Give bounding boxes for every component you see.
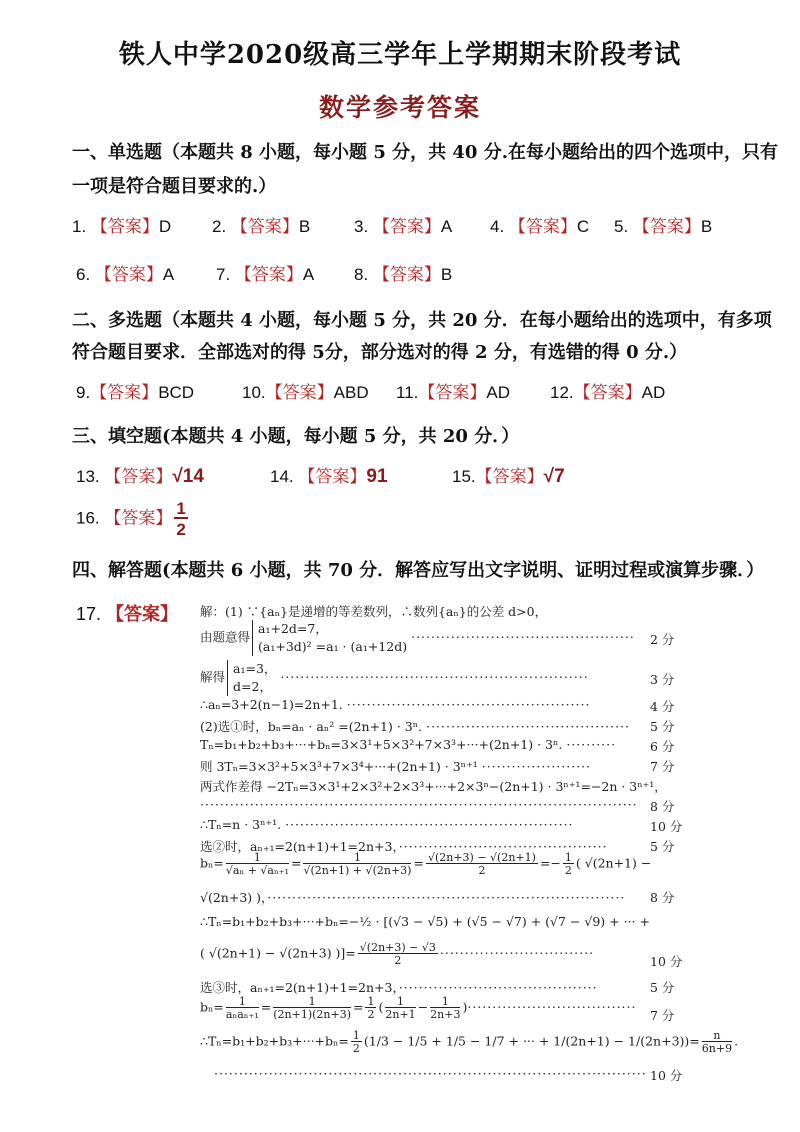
q17-line-11: 选②时，aₙ₊₁=2(n+1)+1=2n+3，·········································· (200, 839, 608, 854)
q17-points-5: 5 分 (650, 719, 675, 734)
q17-points-5b: 5 分 (650, 839, 675, 854)
q17-points-8a: 8 分 (650, 799, 675, 814)
q17-line-15: ( √(2n+1) − √(2n+3) )]= $\frac{√(2n+3) - √3}{2}$ ······························· (200, 941, 595, 967)
mc-answer-5: 5. 【答案】B (614, 217, 713, 237)
q17-line-14: ∴Tₙ=b₁+b₂+b₃+···+bₙ=−½ · [(√3 − √5) + (√5 − √7) + (√7 − √9) + ··· + (200, 914, 650, 929)
mc-answer-6: 6. 【答案】A (76, 265, 175, 285)
section-3-heading: 三、填空题(本题共 4 小题，每小题 5 分，共 20 分．） (72, 426, 520, 447)
section-2-heading: 二、多选题（本题共 4 小题，每小题 5 分，共 20 分．在每小题给出的选项中，有多项 (72, 310, 772, 331)
q17-points-10c: 10 分 (650, 1068, 683, 1083)
mc-answer-8: 8. 【答案】B (354, 265, 453, 285)
multi-answer-12: 12.【答案】AD (550, 383, 666, 403)
q17-line-10: ∴Tₙ=n · 3ⁿ⁺¹. ·························································· (200, 817, 574, 832)
q17-line-12: bₙ= $\frac{1}{\text{√aₙ + √aₙ₊₁}}$ = $\frac{1}{√(2n+1) + √(2n+3)}$ = $\frac{√(2n+3) - √(2n+1)}{2}$ =− $\frac{1}{2}$ ( √(2n+1) − (200, 851, 652, 877)
fill-answer-16: 16. 【答案】 $\frac{1}{2}$ (76, 499, 186, 539)
fraction-one-half: $\frac{1}{2}$ (176, 499, 186, 539)
q17-line-2: 由题意得 a₁+2d=7， (a₁+3d)² =a₁ · (a₁+12d) ············································· (200, 620, 635, 656)
q17-line-6: Tₙ=b₁+b₂+b₃+···+bₙ=3×3¹+5×3²+7×3³+···+(2n+1) · 3ⁿ. ·········· (200, 737, 617, 752)
q17-line-5: (2)选①时，bₙ=aₙ · aₙ² =(2n+1) · 3ⁿ. ········································· (200, 719, 631, 734)
q17-points-2: 2 分 (650, 632, 675, 647)
q17-line-18: ∴Tₙ=b₁+b₂+b₃+···+bₙ= $\frac{1}{2}$ (1/3 − 1/5 + 1/5 − 1/7 + ··· + 1/(2n+1) − 1/(2n+3))= $\frac{n}{6n+9}$ . (200, 1029, 739, 1055)
section-2-heading-cont: 符合题目要求．全部选对的得 5分，部分选对的得 2 分，有选错的得 0 分.） (72, 342, 688, 363)
q17-points-8b: 8 分 (650, 890, 675, 905)
fill-answer-14: 14. 【答案】91 (270, 466, 388, 487)
mc-answer-7: 7. 【答案】A (216, 265, 315, 285)
q17-points-3: 3 分 (650, 672, 675, 687)
q17-points-7: 7 分 (650, 759, 675, 774)
q17-line-13: √(2n+3) )，········································································ (200, 890, 626, 905)
fill-answer-15: 15.【答案】√7 (452, 466, 565, 487)
q17-line-8: 两式作差得 −2Tₙ=3×3¹+2×3²+2×3³+···+2×3ⁿ−(2n+1) · 3ⁿ⁺¹=−2n · 3ⁿ⁺¹， (200, 779, 667, 794)
page-title: 铁人中学2020级高三学年上学期期末阶段考试 (118, 40, 682, 70)
mc-answer-1: 1. 【答案】D (72, 217, 172, 237)
section-4-heading: 四、解答题(本题共 6 小题，共 70 分．解答应写出文字说明、证明过程或演算步骤．） (72, 560, 765, 581)
q17-points-10a: 10 分 (650, 819, 683, 834)
mc-answer-3: 3. 【答案】A (354, 217, 453, 237)
q17-line-17: bₙ= 1 aₙaₙ₊₁ = $\frac{1}{(2n+1)(2n+3)}$ = $\frac{1}{2}$ ( $\frac{1}{2n+1}$ − $\frac{1}{2n+3}$ )·································· (200, 995, 637, 1021)
q17-points-10b: 10 分 (650, 954, 683, 969)
q17-line-7: 则 3Tₙ=3×3²+5×3³+7×3⁴+···+(2n+1) · 3ⁿ⁺¹ ······················ (200, 759, 592, 774)
q17-line-19-dots: ······················································································· (214, 1066, 647, 1081)
q17-line-4: ∴aₙ=3+2(n−1)=2n+1. ················································· (200, 697, 591, 712)
q17-line-3: 解得 a₁=3， d=2， ······························································ (200, 660, 589, 696)
page-subtitle: 数学参考答案 (318, 93, 481, 122)
mc-answer-2: 2. 【答案】B (212, 217, 311, 237)
mc-answer-4: 4. 【答案】C (490, 217, 590, 237)
section-1-heading-cont: 一项是符合题目要求的.） (72, 176, 277, 197)
q17-label: 17. 【答案】 (76, 604, 179, 625)
multi-answer-10: 10.【答案】ABD (242, 383, 369, 403)
section-1-heading: 一、单选题（本题共 8 小题，每小题 5 分，共 40 分.在每小题给出的四个选项中，只有 (72, 142, 778, 163)
q17-points-4: 4 分 (650, 699, 675, 714)
multi-answer-9: 9.【答案】BCD (76, 383, 195, 403)
q17-points-5c: 5 分 (650, 980, 675, 995)
q17-points-7b: 7 分 (650, 1008, 675, 1023)
q17-points-6: 6 分 (650, 739, 675, 754)
q17-line-9-dots: ························································································ (200, 797, 638, 812)
multi-answer-11: 11.【答案】AD (396, 383, 510, 403)
fill-answer-13: 13. 【答案】√14 (76, 466, 204, 487)
q17-line-16: 选③时，aₙ₊₁=2(n+1)+1=2n+3，········································ (200, 980, 598, 995)
q17-line-1: 解：(1) ∵{aₙ}是递增的等差数列，∴数列{aₙ}的公差 d>0， (200, 604, 548, 619)
